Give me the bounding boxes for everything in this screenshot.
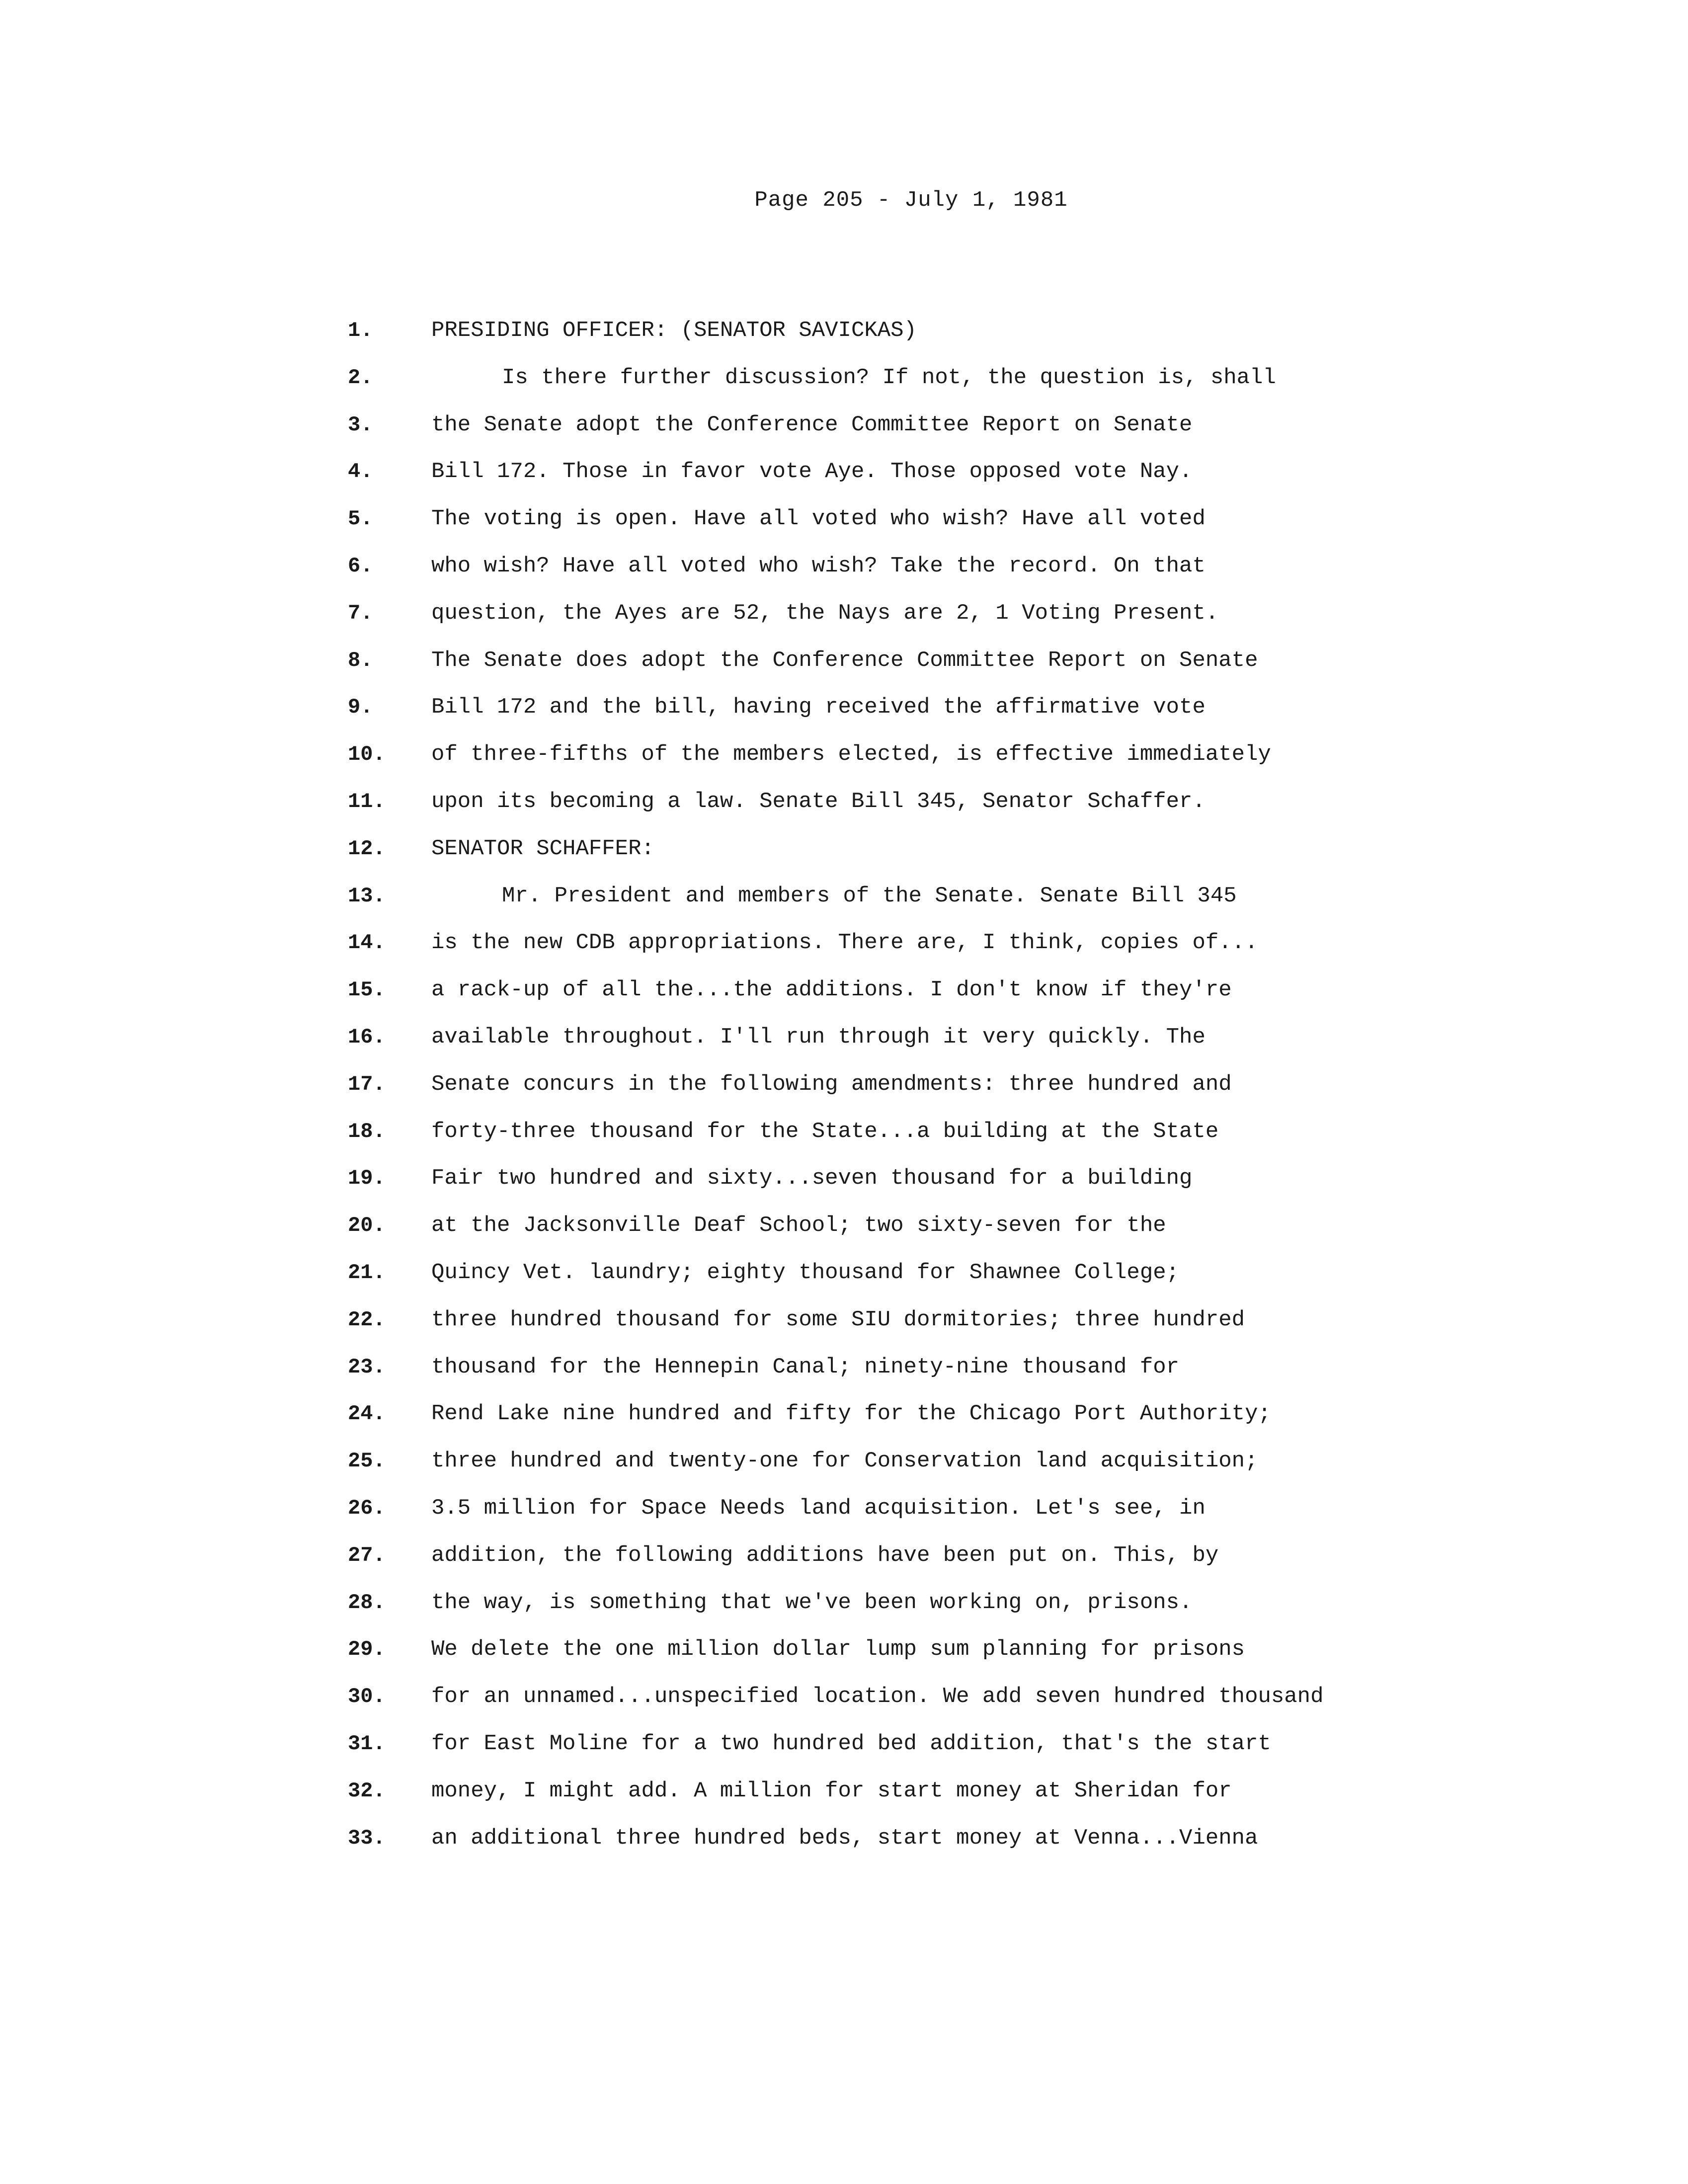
line-text: who wish? Have all voted who wish? Take the record. On that bbox=[431, 554, 1206, 578]
line-text: for an unnamed...unspecified location. We add seven hundred thousand bbox=[431, 1684, 1324, 1709]
transcript-line bbox=[0, 1208, 1688, 1243]
page-header: Page 205 - July 1, 1981 bbox=[754, 188, 1068, 213]
transcript-line bbox=[0, 1491, 1688, 1526]
line-text: The voting is open. Have all voted who wish? Have all voted bbox=[431, 506, 1206, 532]
line-text: Senate concurs in the following amendments: three hundred and bbox=[431, 1071, 1232, 1097]
line-number: 4. bbox=[348, 460, 373, 484]
transcript-line bbox=[0, 1538, 1688, 1573]
line-text: for East Moline for a two hundred bed addition, that's the start bbox=[431, 1731, 1271, 1756]
line-number: 1. bbox=[348, 319, 373, 342]
line-text: a rack-up of all the...the additions. I don't know if they're bbox=[431, 977, 1232, 1003]
transcript-line bbox=[0, 784, 1688, 819]
transcript-line bbox=[0, 1821, 1688, 1856]
line-number: 16. bbox=[348, 1025, 386, 1049]
line-number: 25. bbox=[348, 1449, 386, 1473]
line-number: 27. bbox=[348, 1543, 386, 1567]
line-number: 19. bbox=[348, 1166, 386, 1191]
transcript-line bbox=[0, 972, 1688, 1007]
line-number: 14. bbox=[348, 931, 386, 955]
line-text: forty-three thousand for the State...a building at the State bbox=[431, 1119, 1219, 1144]
line-number: 26. bbox=[348, 1496, 386, 1520]
line-number: 6. bbox=[348, 554, 373, 578]
line-number: 11. bbox=[348, 790, 386, 813]
line-text: Bill 172 and the bill, having received the affirmative vote bbox=[431, 695, 1206, 720]
line-text: is the new CDB appropriations. There are, I think, copies of... bbox=[431, 930, 1258, 956]
line-text: at the Jacksonville Deaf School; two sixty-seven for the bbox=[431, 1213, 1166, 1238]
line-number: 17. bbox=[348, 1072, 386, 1096]
line-text: 3.5 million for Space Needs land acquisition. Let's see, in bbox=[431, 1496, 1206, 1521]
line-number: 18. bbox=[348, 1119, 386, 1143]
line-number: 20. bbox=[348, 1213, 386, 1238]
line-text: three hundred and twenty-one for Conservation land acquisition; bbox=[431, 1449, 1258, 1474]
transcript-line bbox=[0, 596, 1688, 631]
line-number: 3. bbox=[348, 412, 373, 437]
transcript-line bbox=[0, 879, 1688, 913]
line-text: We delete the one million dollar lump sum planning for prisons bbox=[431, 1637, 1245, 1662]
line-text: Bill 172. Those in favor vote Aye. Those opposed vote Nay. bbox=[431, 459, 1193, 485]
transcript-line bbox=[0, 1726, 1688, 1761]
line-text: PRESIDING OFFICER: (SENATOR SAVICKAS) bbox=[431, 318, 917, 343]
line-number: 29. bbox=[348, 1637, 386, 1662]
line-text: three hundred thousand for some SIU dormitories; three hundred bbox=[431, 1307, 1245, 1332]
line-number: 21. bbox=[348, 1261, 386, 1285]
line-number: 10. bbox=[348, 742, 386, 767]
transcript-line bbox=[0, 1114, 1688, 1149]
line-number: 32. bbox=[348, 1779, 386, 1803]
transcript-line bbox=[0, 1020, 1688, 1054]
transcript-line bbox=[0, 643, 1688, 678]
transcript-line bbox=[0, 1585, 1688, 1620]
line-number: 28. bbox=[348, 1590, 386, 1615]
transcript-line bbox=[0, 1161, 1688, 1196]
transcript-line bbox=[0, 1774, 1688, 1808]
transcript-line bbox=[0, 360, 1688, 395]
transcript-line bbox=[0, 1679, 1688, 1714]
line-text: SENATOR SCHAFFER: bbox=[431, 836, 654, 861]
line-number: 2. bbox=[348, 365, 373, 390]
line-text: of three-fifths of the members elected, is effective immediately bbox=[431, 742, 1271, 767]
transcript-line bbox=[0, 925, 1688, 960]
line-number: 8. bbox=[348, 648, 373, 672]
transcript-line bbox=[0, 831, 1688, 866]
line-number: 15. bbox=[348, 978, 386, 1002]
transcript-line bbox=[0, 1396, 1688, 1431]
line-text: an additional three hundred beds, start money at Venna...Vienna bbox=[431, 1825, 1258, 1851]
transcript-line bbox=[0, 1350, 1688, 1384]
transcript-line bbox=[0, 690, 1688, 725]
line-number: 12. bbox=[348, 836, 386, 861]
line-text: thousand for the Hennepin Canal; ninety-nine thousand for bbox=[431, 1354, 1180, 1379]
line-number: 5. bbox=[348, 507, 373, 531]
line-number: 13. bbox=[348, 884, 386, 908]
line-number: 33. bbox=[348, 1826, 386, 1850]
line-number: 22. bbox=[348, 1307, 386, 1332]
line-number: 31. bbox=[348, 1732, 386, 1756]
line-text: the way, is something that we've been working on, prisons. bbox=[431, 1590, 1193, 1615]
line-number: 9. bbox=[348, 695, 373, 720]
line-number: 7. bbox=[348, 601, 373, 625]
transcript-line bbox=[0, 1632, 1688, 1667]
transcript-line bbox=[0, 1302, 1688, 1337]
line-text: upon its becoming a law. Senate Bill 345, Senator Schaffer. bbox=[431, 789, 1206, 814]
transcript-line bbox=[0, 737, 1688, 772]
transcript-line bbox=[0, 1255, 1688, 1290]
transcript-line bbox=[0, 313, 1688, 348]
line-text: Is there further discussion? If not, the question is, shall bbox=[502, 365, 1276, 390]
line-text: question, the Ayes are 52, the Nays are 2, 1 Voting Present. bbox=[431, 600, 1219, 626]
transcript-line bbox=[0, 407, 1688, 442]
line-text: Mr. President and members of the Senate. Senate Bill 345 bbox=[502, 883, 1237, 908]
transcript-line bbox=[0, 454, 1688, 489]
line-text: money, I might add. A million for start money at Sheridan for bbox=[431, 1778, 1232, 1803]
line-number: 23. bbox=[348, 1355, 386, 1379]
line-text: available throughout. I'll run through it very quickly. The bbox=[431, 1025, 1206, 1050]
transcript-line bbox=[0, 1444, 1688, 1478]
transcript-line bbox=[0, 549, 1688, 583]
line-text: the Senate adopt the Conference Committee Report on Senate bbox=[431, 412, 1193, 437]
line-text: Rend Lake nine hundred and fifty for the Chicago Port Authority; bbox=[431, 1401, 1271, 1427]
transcript-line bbox=[0, 501, 1688, 536]
line-text: The Senate does adopt the Conference Committee Report on Senate bbox=[431, 647, 1258, 673]
line-number: 24. bbox=[348, 1402, 386, 1426]
line-text: Fair two hundred and sixty...seven thousand for a building bbox=[431, 1166, 1193, 1191]
line-text: Quincy Vet. laundry; eighty thousand for Shawnee College; bbox=[431, 1260, 1180, 1285]
line-number: 30. bbox=[348, 1685, 386, 1709]
transcript-line bbox=[0, 1067, 1688, 1102]
line-text: addition, the following additions have been put on. This, by bbox=[431, 1542, 1219, 1568]
